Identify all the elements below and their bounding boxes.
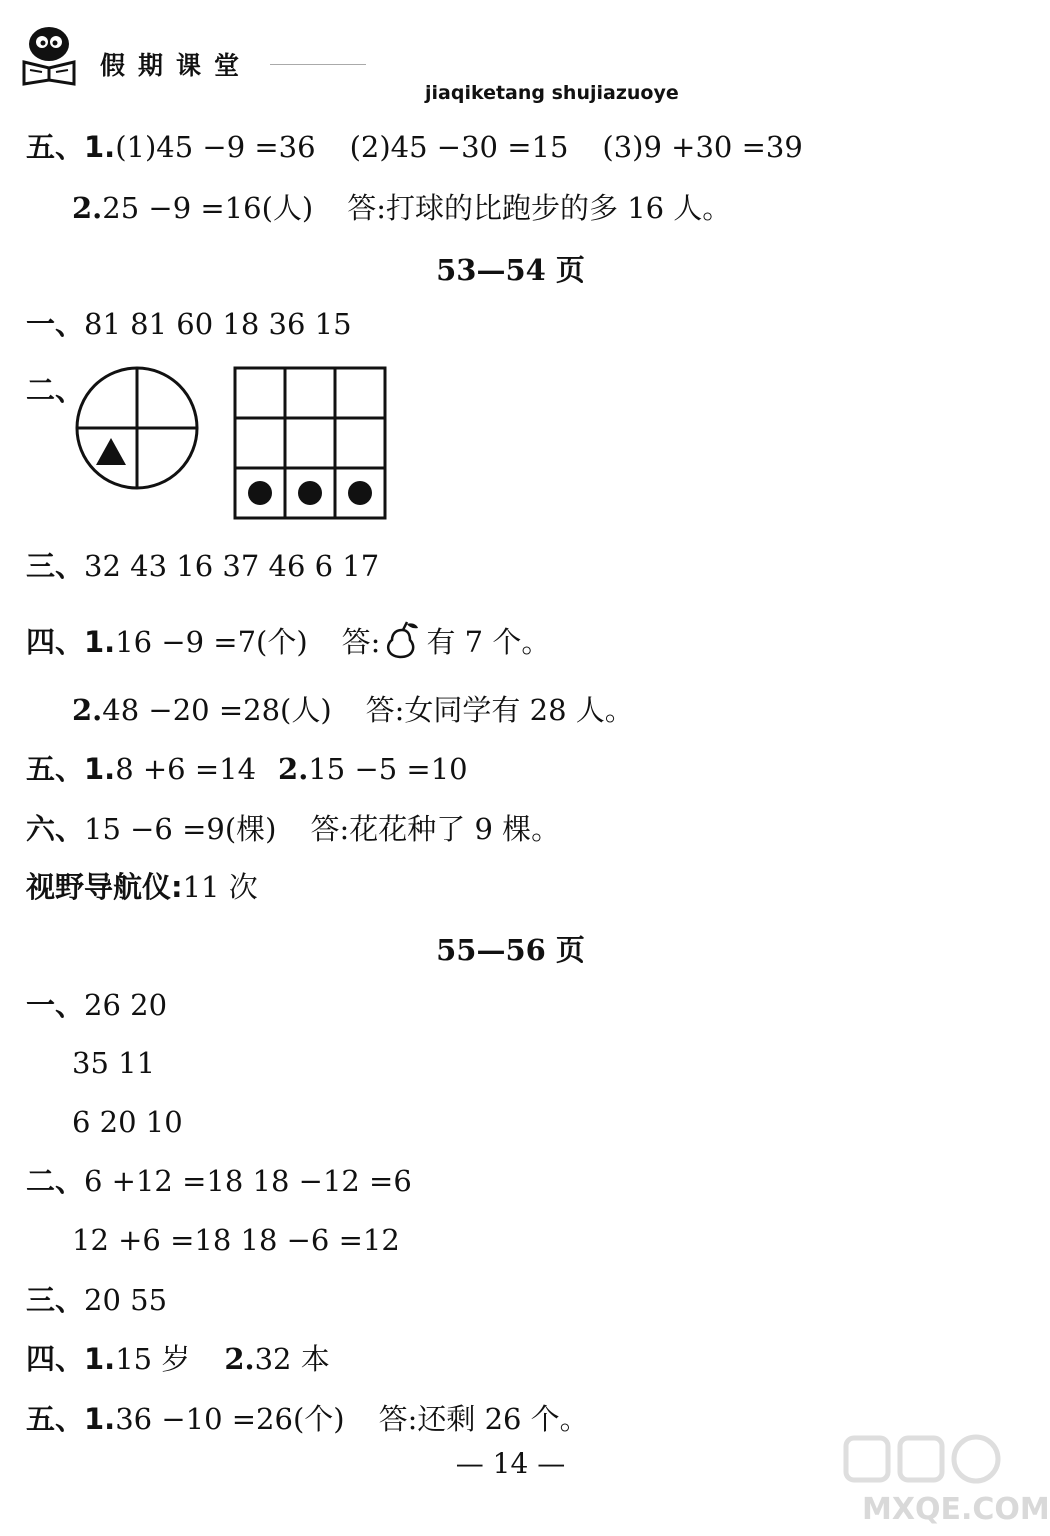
- question-number: 五、1.: [26, 1402, 116, 1436]
- answer-line: [26, 1401, 589, 1437]
- question-number: 2.: [224, 1342, 255, 1376]
- equation: 16 −9 =7(个): [115, 625, 308, 659]
- nav-label: 视野导航仪:: [26, 870, 183, 904]
- answer-values: 26 20: [84, 988, 168, 1022]
- answer-values: 6 20 10: [72, 1105, 183, 1139]
- watermark-text: MXQE.COM: [862, 1492, 1050, 1527]
- brand-title: 假期课堂: [100, 51, 253, 80]
- answer-line: [26, 306, 352, 342]
- answer-text: 答:: [341, 625, 381, 659]
- equation: 36 −10 =26(个): [115, 1402, 345, 1436]
- dot-icon: [248, 481, 272, 505]
- question-number: 四、1.: [26, 1342, 116, 1376]
- equation: 6 +12 =18 18 −12 =6: [84, 1164, 412, 1198]
- question-number: 六、: [26, 812, 85, 846]
- answer-text: 32 本: [254, 1342, 330, 1376]
- answer-line: [26, 1163, 412, 1199]
- header-pinyin: jiaqiketang shujiazuoye: [425, 82, 679, 104]
- equation: 8 +6 =14: [115, 752, 257, 786]
- answer-line: [26, 548, 379, 584]
- answer-line: [26, 987, 167, 1023]
- answer-line: [26, 811, 560, 847]
- answer-line: [26, 1282, 167, 1318]
- answer-line: [72, 190, 731, 226]
- question-number: 一、: [26, 307, 85, 341]
- equation: 15 −6 =9(棵): [84, 812, 277, 846]
- answer-values: 20 55: [84, 1283, 168, 1317]
- answer-text: 15 岁: [115, 1342, 191, 1376]
- section-heading: 55—56 页: [436, 933, 585, 967]
- mascot-reading-icon: [20, 22, 78, 86]
- answer-values: 35 11: [72, 1046, 156, 1080]
- equation: (2)45 −30 =15: [349, 130, 569, 164]
- question-number: 五、1.: [26, 752, 116, 786]
- question-number: 2.: [278, 752, 309, 786]
- answer-line: [26, 751, 468, 787]
- answer-text: 答:还剩 26 个。: [378, 1402, 589, 1436]
- question-number: 2.: [72, 191, 103, 225]
- triangle-icon: [96, 438, 126, 465]
- answer-line: [72, 692, 634, 728]
- answer-text: 答:打球的比跑步的多 16 人。: [347, 191, 732, 225]
- question-number: 二、: [26, 1164, 85, 1198]
- answer-values: 81 81 60 18 36 15: [84, 307, 352, 341]
- answer-text: 11 次: [182, 870, 258, 904]
- equation: 25 −9 =16(人): [102, 191, 314, 225]
- equation: (3)9 +30 =39: [602, 130, 803, 164]
- question-number-er: 二、: [26, 373, 85, 407]
- question-number: 一、: [26, 988, 85, 1022]
- answer-line: [26, 1341, 330, 1377]
- equation: 15 −5 =10: [308, 752, 468, 786]
- question-number: 五、1.: [26, 130, 116, 164]
- answer-text: 答:花花种了 9 棵。: [310, 812, 561, 846]
- position-diagram: [70, 362, 400, 524]
- equation: (1)45 −9 =36: [115, 130, 316, 164]
- answer-line: [26, 620, 550, 660]
- pear-icon: [380, 620, 426, 660]
- section-heading: 53—54 页: [436, 253, 585, 287]
- page-number: — 14 —: [455, 1447, 566, 1480]
- question-number: 四、1.: [26, 625, 116, 659]
- dot-icon: [348, 481, 372, 505]
- answer-line: [26, 869, 258, 905]
- dot-icon: [298, 481, 322, 505]
- question-number: 三、: [26, 1283, 85, 1317]
- answer-text: 有 7 个。: [426, 625, 551, 659]
- answer-line: [26, 129, 803, 165]
- equation: 48 −20 =28(人): [102, 693, 332, 727]
- equation: 12 +6 =18 18 −6 =12: [72, 1223, 400, 1257]
- answer-text: 答:女同学有 28 人。: [365, 693, 634, 727]
- page-header: [0, 0, 1021, 110]
- question-number: 三、: [26, 549, 85, 583]
- question-number: 2.: [72, 693, 103, 727]
- header-rule: [270, 64, 366, 65]
- answer-values: 32 43 16 37 46 6 17: [84, 549, 380, 583]
